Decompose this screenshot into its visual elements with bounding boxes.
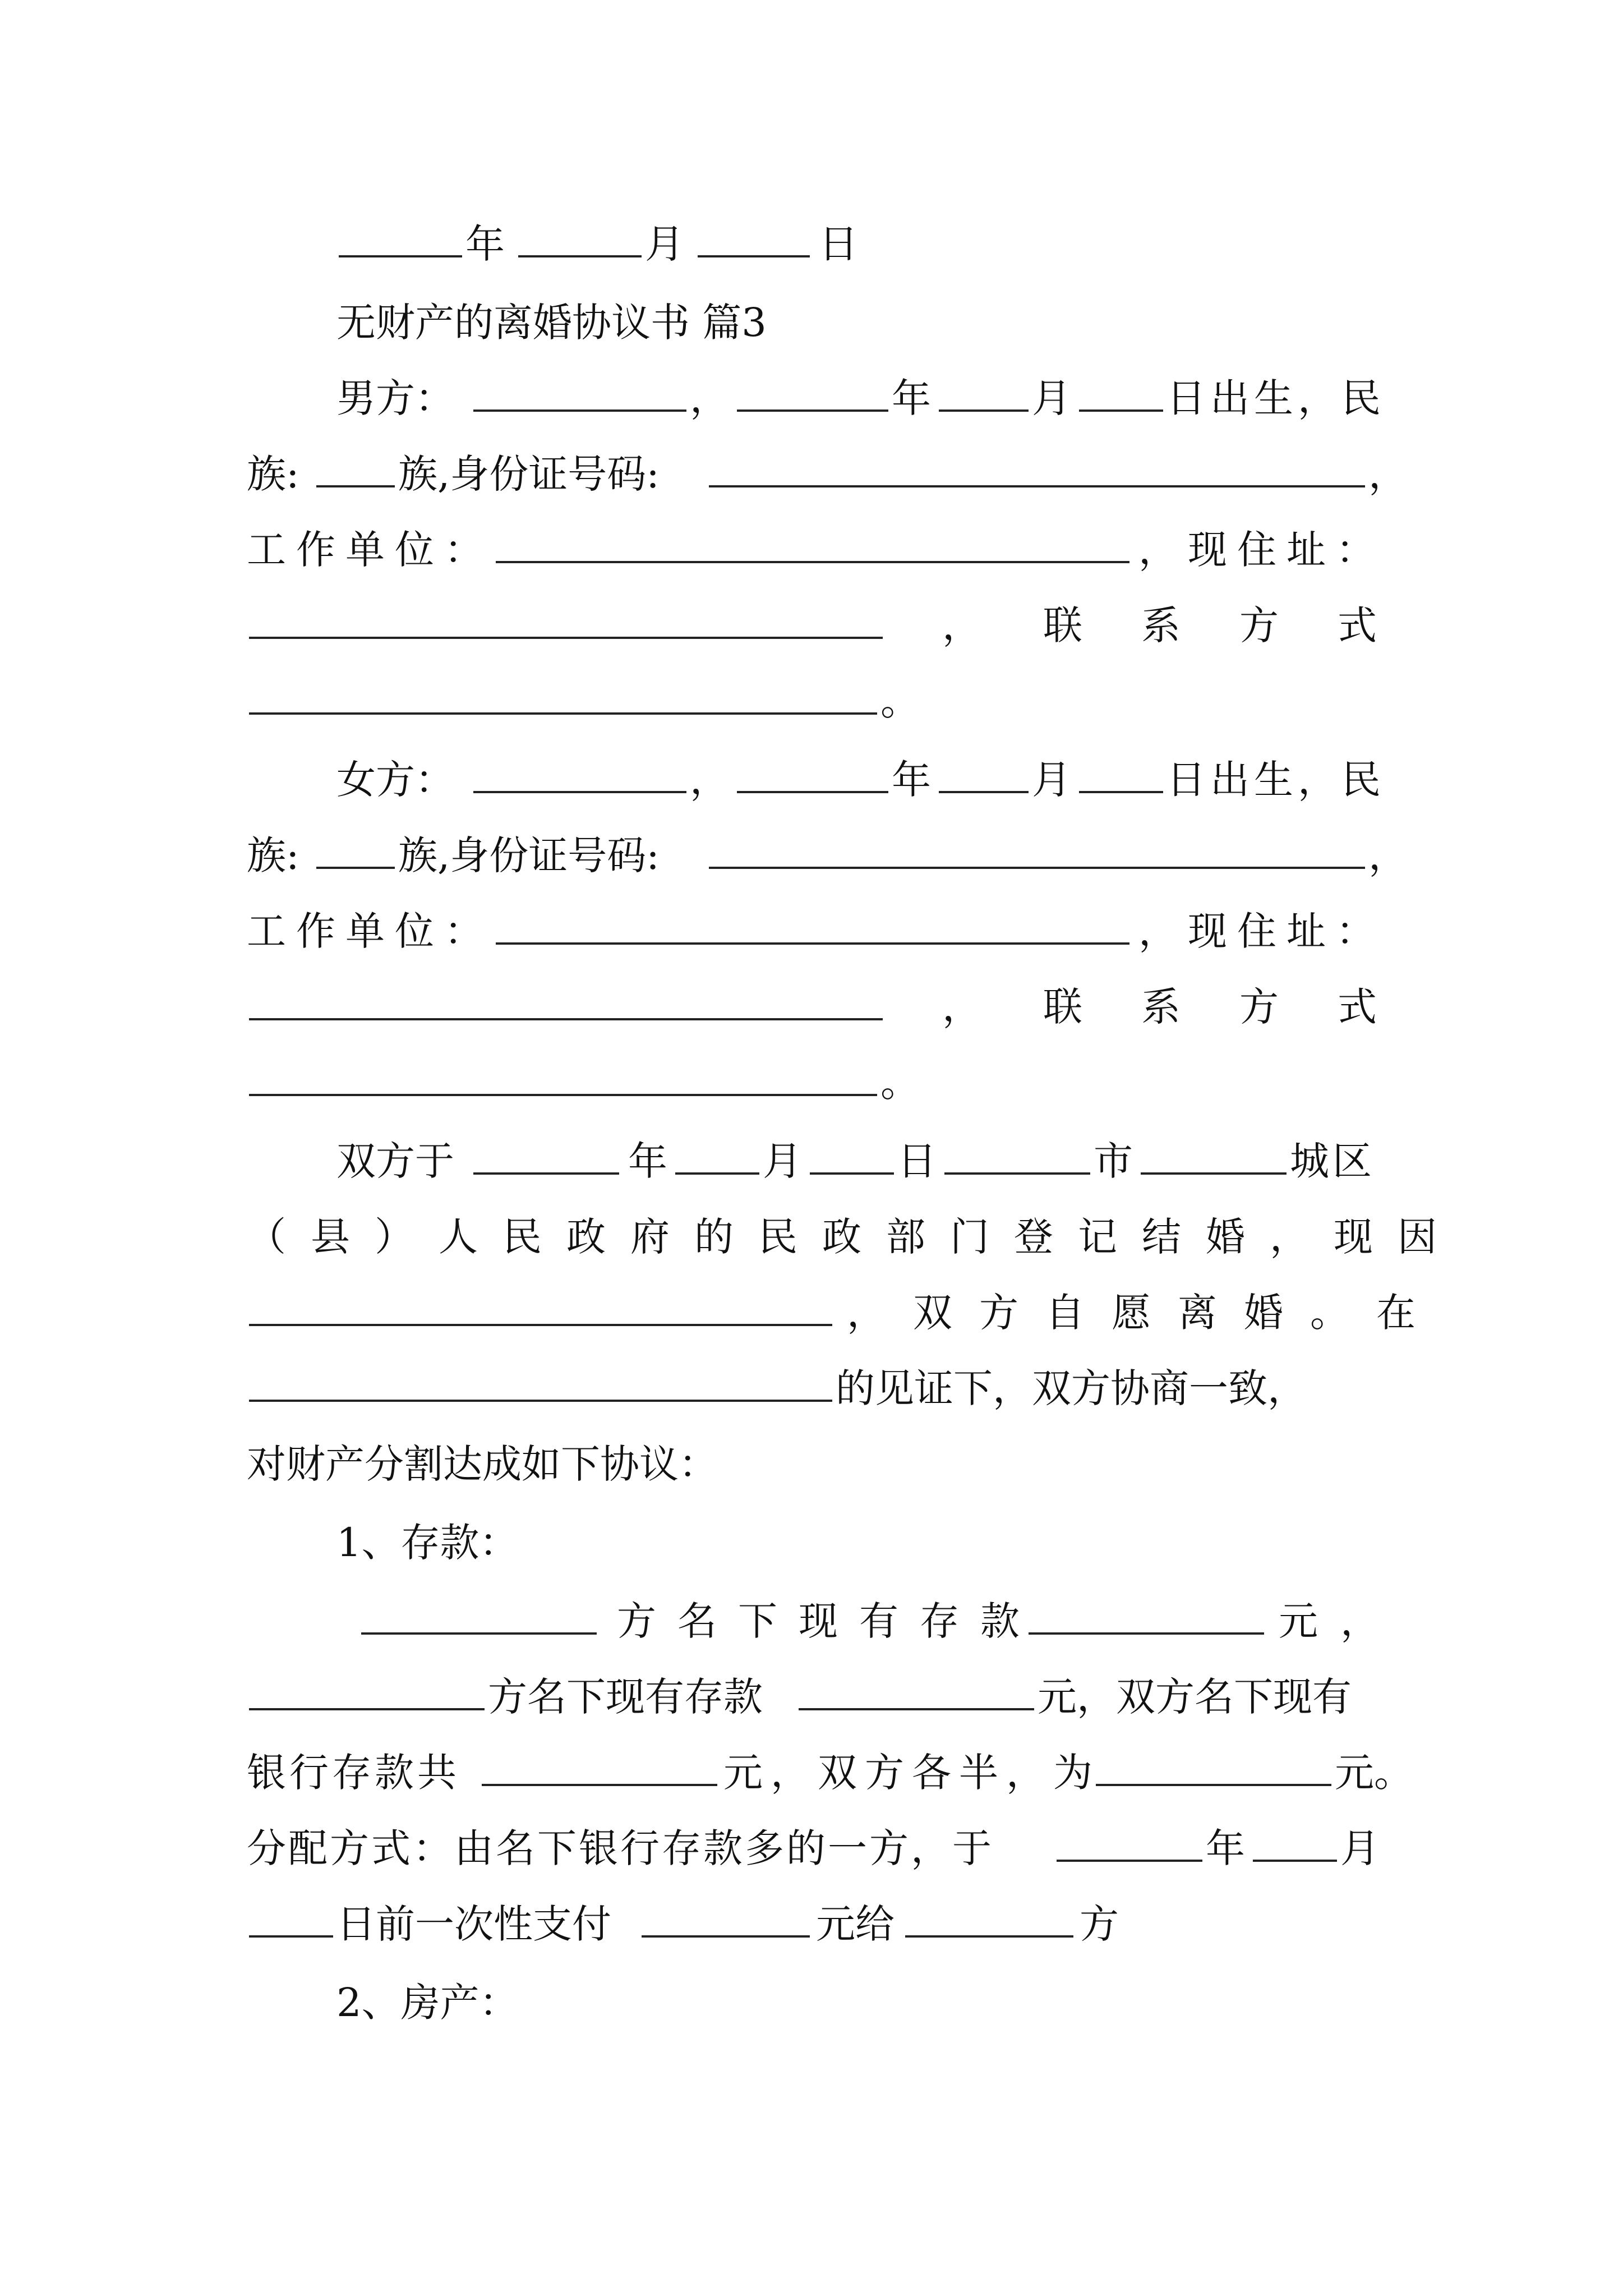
- male-work-label: 工作单位：: [247, 527, 494, 573]
- female-line-2: [0, 825, 1623, 886]
- blank-slot: [639, 1893, 812, 1955]
- blank-slot: [1251, 1818, 1339, 1879]
- marriage-line-4: [0, 1358, 1623, 1419]
- fill-in-blank: [473, 1133, 619, 1175]
- blank-slot: [336, 213, 464, 275]
- male-comma: ，: [690, 375, 729, 421]
- fill-in-blank: [518, 216, 642, 257]
- male-line-5: [0, 670, 1623, 732]
- blank-slot: [942, 1130, 1092, 1192]
- blank-slot: [1026, 1590, 1266, 1652]
- fill-in-blank: [473, 752, 686, 793]
- marriage-city-label: 市: [1094, 1138, 1133, 1184]
- blank-slot: [796, 1666, 1036, 1728]
- fill-in-blank: [249, 1360, 832, 1402]
- deposit-text-1a: 方名下现有存款: [617, 1598, 1041, 1644]
- blank-slot: [1094, 1742, 1334, 1803]
- fill-in-blank: [709, 446, 1365, 487]
- female-address-label: ，现住址：: [1138, 908, 1385, 954]
- fill-in-blank: [1141, 1133, 1287, 1175]
- fill-in-blank: [1029, 1593, 1264, 1635]
- blank-slot: [247, 1282, 834, 1343]
- blank-slot: [247, 1052, 879, 1114]
- deposit-line-5: [0, 1893, 1623, 1955]
- blank-slot: [471, 749, 689, 811]
- male-comma-2: ，: [1368, 451, 1408, 497]
- fill-in-blank: [249, 597, 883, 639]
- date-year-label: 年: [465, 221, 505, 267]
- fill-in-blank: [1057, 1820, 1202, 1862]
- male-line-4: [0, 595, 1623, 656]
- blank-slot: [1077, 749, 1165, 811]
- blank-slot: [359, 1590, 599, 1652]
- blank-slot: [471, 367, 689, 429]
- deposit-text-3a: 银行存款共: [247, 1750, 460, 1796]
- marriage-line-2: [0, 1206, 1623, 1268]
- fill-in-blank: [249, 1285, 832, 1326]
- deposit-line-3: [0, 1742, 1623, 1803]
- deposit-text-5a: 日前一次性支付: [336, 1901, 611, 1947]
- male-line-3: [0, 519, 1623, 581]
- blank-slot: [707, 443, 1367, 505]
- deposit-text-3c: 元。: [1335, 1750, 1413, 1796]
- male-label: 男方：: [336, 375, 454, 421]
- female-line-1: [0, 749, 1623, 811]
- blank-slot: [494, 900, 1132, 962]
- fill-in-blank: [249, 1896, 333, 1938]
- deposit-text-4c: 月: [1340, 1825, 1380, 1871]
- fill-in-blank: [249, 979, 883, 1020]
- female-label: 女方：: [336, 757, 454, 803]
- marriage-district-label: 城区: [1290, 1138, 1375, 1184]
- blank-slot: [1138, 1130, 1289, 1192]
- deposit-text-5b: 元给: [816, 1901, 895, 1947]
- blank-slot: [471, 1130, 621, 1192]
- deposit-text-4a: 分配方式：由名下银行存款多的一方，于: [247, 1825, 994, 1871]
- female-id-label: 族,身份证号码:: [398, 832, 660, 878]
- deposit-heading: 1、存款：: [336, 1520, 519, 1566]
- section-heading: [0, 292, 1623, 353]
- deposit-text-1b: 元，: [1279, 1598, 1402, 1644]
- blank-slot: [516, 213, 644, 275]
- fill-in-blank: [939, 370, 1029, 412]
- deposit-line-2: [0, 1666, 1623, 1728]
- heading-text: 无财产的离婚协议书 篇3: [336, 300, 767, 346]
- female-contact-label: 联系方式: [1043, 984, 1436, 1030]
- property-heading-line: [0, 1972, 1623, 2033]
- marriage-line-3: [0, 1282, 1623, 1343]
- blank-slot: [707, 825, 1367, 886]
- male-contact-sep: ，: [942, 602, 981, 648]
- female-line-5: [0, 1052, 1623, 1114]
- fill-in-blank: [939, 752, 1029, 793]
- male-line-1: [0, 367, 1623, 429]
- fill-in-blank: [1096, 1745, 1331, 1786]
- date-day-label: 日: [819, 221, 858, 267]
- fill-in-blank: [810, 1133, 894, 1175]
- marriage-text-3: ，双方自愿离婚。在: [847, 1290, 1442, 1336]
- male-address-label: ，现住址：: [1138, 527, 1385, 573]
- blank-slot: [735, 367, 891, 429]
- blank-slot: [903, 1893, 1076, 1955]
- marriage-year-label: 年: [628, 1138, 667, 1184]
- male-contact-label: 联系方式: [1043, 602, 1436, 648]
- female-ethnic-label: 族:: [247, 832, 299, 878]
- blank-slot: [808, 1130, 896, 1192]
- blank-slot: [937, 367, 1031, 429]
- female-line-4: [0, 976, 1623, 1038]
- blank-slot: [735, 749, 891, 811]
- fill-in-blank: [737, 752, 888, 793]
- male-id-label: 族,身份证号码:: [398, 451, 660, 497]
- blank-slot: [1077, 367, 1165, 429]
- female-period: 。: [880, 1060, 920, 1106]
- blank-slot: [247, 595, 885, 656]
- blank-slot: [247, 1666, 487, 1728]
- blank-slot: [673, 1130, 762, 1192]
- male-ethnic-label: 族:: [247, 451, 299, 497]
- fill-in-blank: [249, 1669, 485, 1710]
- female-line-3: [0, 900, 1623, 962]
- deposit-text-4b: 年: [1206, 1825, 1245, 1871]
- male-year-label: 年: [892, 375, 931, 421]
- blank-slot: [1054, 1818, 1205, 1879]
- female-year-label: 年: [892, 757, 931, 803]
- blank-slot: [314, 825, 397, 886]
- marriage-text-4: 的见证下，双方协商一致，: [836, 1365, 1307, 1411]
- marriage-line-1: [0, 1130, 1623, 1192]
- fill-in-blank: [1079, 752, 1163, 793]
- deposit-line-4: [0, 1818, 1623, 1879]
- blank-slot: [247, 976, 885, 1038]
- marriage-line-5: [0, 1433, 1623, 1495]
- deposit-heading-line: [0, 1512, 1623, 1573]
- fill-in-blank: [799, 1669, 1034, 1710]
- deposit-text-5c: 方: [1080, 1901, 1119, 1947]
- marriage-day-label: 日: [897, 1138, 937, 1184]
- fill-in-blank: [1253, 1820, 1337, 1862]
- blank-slot: [314, 443, 397, 505]
- fill-in-blank: [737, 370, 888, 412]
- female-contact-sep: ，: [942, 984, 981, 1030]
- fill-in-blank: [316, 827, 395, 869]
- fill-in-blank: [249, 1055, 877, 1096]
- female-born-label: 日出生，民: [1166, 757, 1385, 803]
- marriage-month-label: 月: [763, 1138, 802, 1184]
- female-comma: ，: [690, 757, 729, 803]
- female-month-label: 月: [1032, 757, 1071, 803]
- marriage-text-2: （县）人民政府的民政部门登记结婚，现因: [247, 1214, 1461, 1260]
- male-born-label: 日出生，民: [1166, 375, 1385, 421]
- fill-in-blank: [642, 1896, 810, 1938]
- fill-in-blank: [361, 1593, 597, 1635]
- blank-slot: [479, 1742, 720, 1803]
- fill-in-blank: [496, 903, 1129, 945]
- marriage-intro: 双方于: [336, 1138, 454, 1184]
- fill-in-blank: [709, 827, 1365, 869]
- female-work-label: 工作单位：: [247, 908, 494, 954]
- male-line-2: [0, 443, 1623, 505]
- fill-in-blank: [698, 216, 810, 257]
- deposit-line-1: [0, 1590, 1623, 1652]
- fill-in-blank: [249, 673, 877, 715]
- fill-in-blank: [482, 1745, 717, 1786]
- blank-slot: [494, 519, 1132, 581]
- blank-slot: [247, 1893, 335, 1955]
- date-line: [0, 213, 1623, 275]
- fill-in-blank: [675, 1133, 759, 1175]
- blank-slot: [695, 213, 812, 275]
- fill-in-blank: [905, 1896, 1073, 1938]
- male-month-label: 月: [1032, 375, 1071, 421]
- fill-in-blank: [316, 446, 395, 487]
- blank-slot: [937, 749, 1031, 811]
- deposit-text-2b: 元，双方名下现有: [1038, 1674, 1352, 1720]
- property-heading: 2、房产：: [336, 1980, 519, 2026]
- blank-slot: [247, 670, 879, 732]
- female-comma-2: ，: [1368, 832, 1408, 878]
- marriage-text-5: 对财产分割达成如下协议：: [247, 1441, 718, 1487]
- male-period: 。: [880, 678, 920, 724]
- fill-in-blank: [944, 1133, 1090, 1175]
- deposit-text-2a: 方名下现有存款: [488, 1674, 763, 1720]
- fill-in-blank: [496, 522, 1129, 563]
- fill-in-blank: [1079, 370, 1163, 412]
- blank-slot: [247, 1358, 834, 1419]
- fill-in-blank: [339, 216, 462, 257]
- date-month-label: 月: [645, 221, 684, 267]
- deposit-text-3b: 元，双方各半，为: [723, 1750, 1100, 1796]
- fill-in-blank: [473, 370, 686, 412]
